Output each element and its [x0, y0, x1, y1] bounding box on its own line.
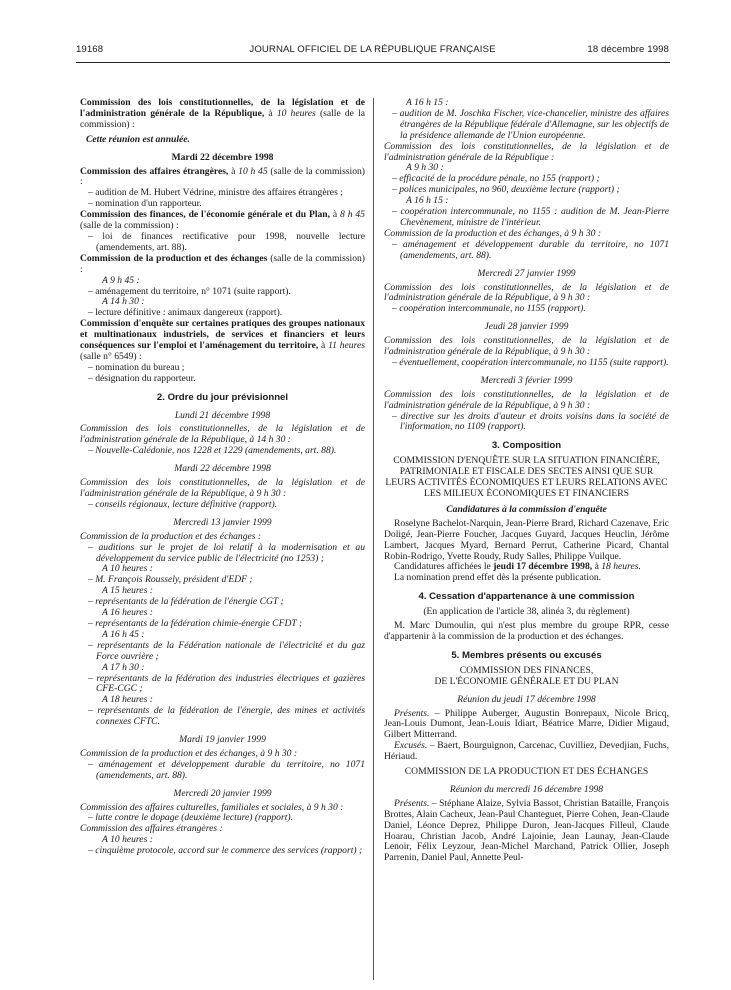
agenda-item: – aménagement et développement durable du territoire, no 1071 (amendements, art. 88).	[392, 238, 669, 261]
candidates-list: Roselyne Bachelot-Narquin, Jean-Pierre Brard, Richard Cazenave, Eric Doligé, Jean-Pierre Foucher, Jacques Guyard, Jacques Heuclin, Jérôme Lambert, Jacques Myard, Bernard Perrut, Catherine Picard, Chantal Robin-Rodrigo, Yvette Roudy, Rudy Salles, Philippe Vuilque.	[384, 517, 669, 562]
agenda-item: – éventuellement, coopération intercommunale, no 1155 (suite rapport).	[392, 356, 669, 368]
agenda-item: – lutte contre le dopage (deuxième lecture) (rapport).	[88, 812, 293, 824]
date-heading: Mercredi 20 janvier 1999	[173, 787, 272, 799]
agenda-item: – coopération intercommunale, no 1155 : audition de M. Jean-Pierre Chevènement, ministre de l'intérieur.	[392, 206, 669, 228]
right-column	[384, 98, 669, 864]
agenda-body: Commission des lois constitutionnelles, de la législation et de l'administration générale de la République, à 9 h 30 :	[384, 335, 669, 358]
date-heading: Mercredi 3 février 1999	[480, 374, 573, 386]
time-label: A 14 h 30 :	[102, 296, 145, 308]
agenda-item: – représentants de la fédération de l'énergie CGT ;	[88, 596, 284, 608]
commission-title: COMMISSION D'ENQUÊTE SUR LA SITUATION FINANCIÈRE, PATRIMONIALE ET FISCALE DES SECTES AINSI QUE SUR LEURS ACTIVITÉS ÉCONOMIQUES ET LEURS RELATIONS AVEC LES MILIEUX ÉCONOMIQUES ET FINANCIERS	[385, 455, 668, 499]
agenda-item: – loi de finances rectificative pour 1998, nouvelle lecture (amendements, art. 88).	[88, 230, 365, 253]
time-label: A 16 h 15 :	[406, 195, 449, 207]
agenda-item: – polices municipales, no 960, deuxième lecture (rapport) ;	[392, 184, 620, 196]
time-label: A 17 h 30 :	[102, 661, 145, 673]
intro-paragraph: Commission des lois constitutionnelles, de la législation et de l'administration générale de la République, à 10 heures (salle de la commission) :	[80, 97, 365, 130]
time-label: A 10 heures :	[102, 563, 153, 575]
commission-production: Commission de la production et des échanges (salle de la commission) :	[80, 252, 365, 275]
date-heading: Mardi 22 décembre 1998	[174, 463, 271, 475]
agenda-item: – audition de M. Joschka Fischer, vice-chancelier, ministre des affaires étrangères de la République fédérale d'Allemagne, sur les objectifs de la présidence allemande de l'Union européenne.	[392, 107, 669, 141]
commission-finances: Commission des finances, de l'économie générale et du Plan, à 8 h 45 (salle de la commission) :	[80, 209, 365, 232]
agenda-body: Commission de la production et des échanges :	[80, 530, 262, 542]
agenda-body: Commission des lois constitutionnelles, de la législation et de l'administration générale de la République, à 9 h 30 :	[384, 388, 669, 411]
agenda-item: – M. François Roussely, président d'EDF ;	[88, 574, 253, 586]
commission-enquete: Commission d'enquête sur certaines pratiques des groupes nationaux et multinationaux industriels, de services et financiers et leurs conséquences sur l'emploi et l'aménagement du territoire, à 11 heures (salle n° 6549) :	[80, 318, 365, 362]
journal-title: JOURNAL OFFICIEL DE LA RÉPUBLIQUE FRANÇAISE	[249, 44, 496, 55]
agenda-item: – auditions sur le projet de loi relatif à la modernisation et au développement du service public de l'électricité (no 1253) ;	[88, 541, 365, 564]
date-heading: Jeudi 28 janvier 1999	[484, 321, 569, 333]
header-rule	[76, 62, 670, 63]
agenda-item: – conseils régionaux, lecture définitive (rapport).	[88, 498, 278, 510]
agenda-item: – représentants de la Fédération nationale de l'électricité et du gaz Force ouvrière ;	[88, 639, 365, 662]
commission-finances-title: COMMISSION DES FINANCES,	[459, 664, 594, 676]
agenda-body: Commission des affaires culturelles, familiales et sociales, à 9 h 30 :	[80, 801, 344, 813]
agenda-item: – cinquième protocole, accord sur le commerce des services (rapport) ;	[88, 845, 363, 857]
reunion-heading: Réunion du mercredi 16 décembre 1998	[449, 783, 604, 795]
agenda-item: – efficacité de la procédure pénale, no 155 (rapport) ;	[392, 173, 600, 185]
date-heading: Mardi 22 décembre 1998	[171, 151, 274, 163]
page-header	[76, 42, 669, 60]
commission-affaires-etrangeres: Commission des affaires étrangères, à 10 h 45 (salle de la commission) :	[80, 165, 365, 188]
agenda-body: Commission de la production et des échanges, à 9 h 30 :	[80, 747, 298, 759]
agenda-item: – aménagement et développement durable du territoire, no 1071 (amendements, art. 88).	[88, 758, 365, 781]
page-number: 19168	[76, 44, 104, 55]
time-label: A 16 h 15 :	[406, 97, 449, 108]
agenda-body: Commission des lois constitutionnelles, de la législation et de l'administration générale de la République :	[384, 140, 669, 163]
agenda-item: – coopération intercommunale, no 1155 (rapport).	[392, 303, 586, 315]
agenda-body: Commission des affaires étrangères :	[80, 823, 223, 835]
left-column	[80, 98, 365, 857]
date-heading: Mercredi 13 janvier 1999	[173, 516, 272, 528]
column-divider	[373, 98, 374, 980]
agenda-body: Commission des lois constitutionnelles, de la législation et de l'administration générale de la République, à 9 h 30 :	[80, 477, 365, 499]
article-reference: (En application de l'article 38, alinéa 3, du règlement)	[423, 606, 630, 618]
time-label: A 16 heures :	[102, 607, 153, 619]
time-label: A 9 h 30 :	[406, 162, 444, 174]
agenda-item: – nomination du bureau ;	[88, 361, 185, 373]
time-label: A 10 heures :	[102, 834, 153, 846]
agenda-body: Commission de la production et des échanges, à 9 h 30 :	[384, 227, 602, 239]
agenda-item: – aménagement du territoire, n° 1071 (suite rapport).	[88, 285, 291, 297]
time-label: A 16 h 45 :	[102, 628, 145, 640]
section-heading-4: 4. Cessation d'appartenance à une commission	[418, 591, 635, 603]
agenda-body: Commission des lois constitutionnelles, de la législation et de l'administration générale de la République, à 9 h 30 :	[384, 281, 669, 304]
presents-list: Présents. – Stéphane Alaize, Sylvia Bassot, Christian Bataille, François Brottes, Alain Cacheux, Jean-Paul Chanteguet, Pierre Cohen, Jean-Claude Daniel, Léonce Deprez, Philippe Duron, Jean-Jacques Filleul, Claude Hoarau, Christian Jacob, André Lajoinie, Jean Launay, Jean-Claude Lenoir, Félix Leyzour, Jean-Michel Marchand, Patrick Ollier, Joseph Parrenin, Daniel Paul, Annette Peul-	[384, 797, 669, 864]
agenda-item: – audition de M. Hubert Védrine, ministre des affaires étrangères ;	[88, 187, 343, 199]
time-label: A 9 h 45 :	[102, 274, 140, 286]
cessation-text: M. Marc Dumoulin, qui n'est plus membre du groupe RPR, cesse d'appartenir à la commission de la production et des échanges.	[384, 620, 669, 642]
section-heading-5: 5. Membres présents ou excusés	[451, 649, 602, 661]
commission-production-title: COMMISSION DE LA PRODUCTION ET DES ÉCHANGES	[404, 766, 649, 778]
cancelled-note: Cette réunion est annulée.	[86, 133, 190, 145]
candidatures-notice: Candidatures affichées le jeudi 17 décembre 1998, à 18 heures.	[394, 561, 641, 573]
commission-finances-title-2: DE L'ÉCONOMIE GÉNÉRALE ET DU PLAN	[434, 675, 619, 687]
time-label: A 18 heures :	[102, 694, 153, 706]
date-heading: Lundi 21 décembre 1998	[174, 409, 271, 421]
agenda-item: – représentants de la fédération chimie-énergie CFDT ;	[88, 617, 303, 629]
excuses-list: Excusés. – Baert, Bourguignon, Carcenac, Cuvilliez, Devedjian, Fuchs, Hériaud.	[384, 740, 670, 763]
reunion-heading: Réunion du jeudi 17 décembre 1998	[457, 693, 596, 705]
candidatures-heading: Candidatures à la commission d'enquête	[446, 503, 607, 515]
presents-list: Présents. – Philippe Auberger, Augustin Bonrepaux, Nicole Bricq, Jean-Louis Dumont, Jean-Louis Idiart, Béatrice Marre, Didier Migaud, Gilbert Mitterrand.	[384, 707, 669, 741]
time-label: A 15 heures :	[102, 585, 153, 597]
agenda-item: – directive sur les droits d'auteur et droits voisins dans la société de l'information, no 1109 (rapport).	[392, 410, 669, 433]
agenda-list	[80, 543, 365, 728]
agenda-item: – représentants de la fédération des industries électriques et gazières CFE-CGC ;	[88, 672, 365, 695]
agenda-item: – Nouvelle-Calédonie, nos 1228 et 1229 (amendements, art. 88).	[88, 445, 337, 457]
agenda-item: – désignation du rapporteur.	[88, 372, 196, 384]
date-heading: Mardi 19 janvier 1999	[179, 734, 266, 746]
agenda-item: – nomination d'un rapporteur.	[88, 198, 202, 210]
issue-date: 18 décembre 1998	[587, 44, 669, 55]
date-heading: Mercredi 27 janvier 1999	[477, 267, 576, 279]
section-heading-2: 2. Ordre du jour prévisionnel	[156, 391, 289, 403]
agenda-body: Commission des lois constitutionnelles, de la législation et de l'administration générale de la République, à 14 h 30 :	[80, 423, 365, 446]
agenda-item: – représentants de la fédération de l'énergie, des mines et activités connexes CFTC.	[88, 705, 365, 728]
agenda-item: – lecture définitive : animaux dangereux (rapport).	[88, 307, 283, 319]
section-heading-3: 3. Composition	[491, 440, 562, 452]
nomination-notice: La nomination prend effet dès la présente publication.	[394, 572, 602, 584]
